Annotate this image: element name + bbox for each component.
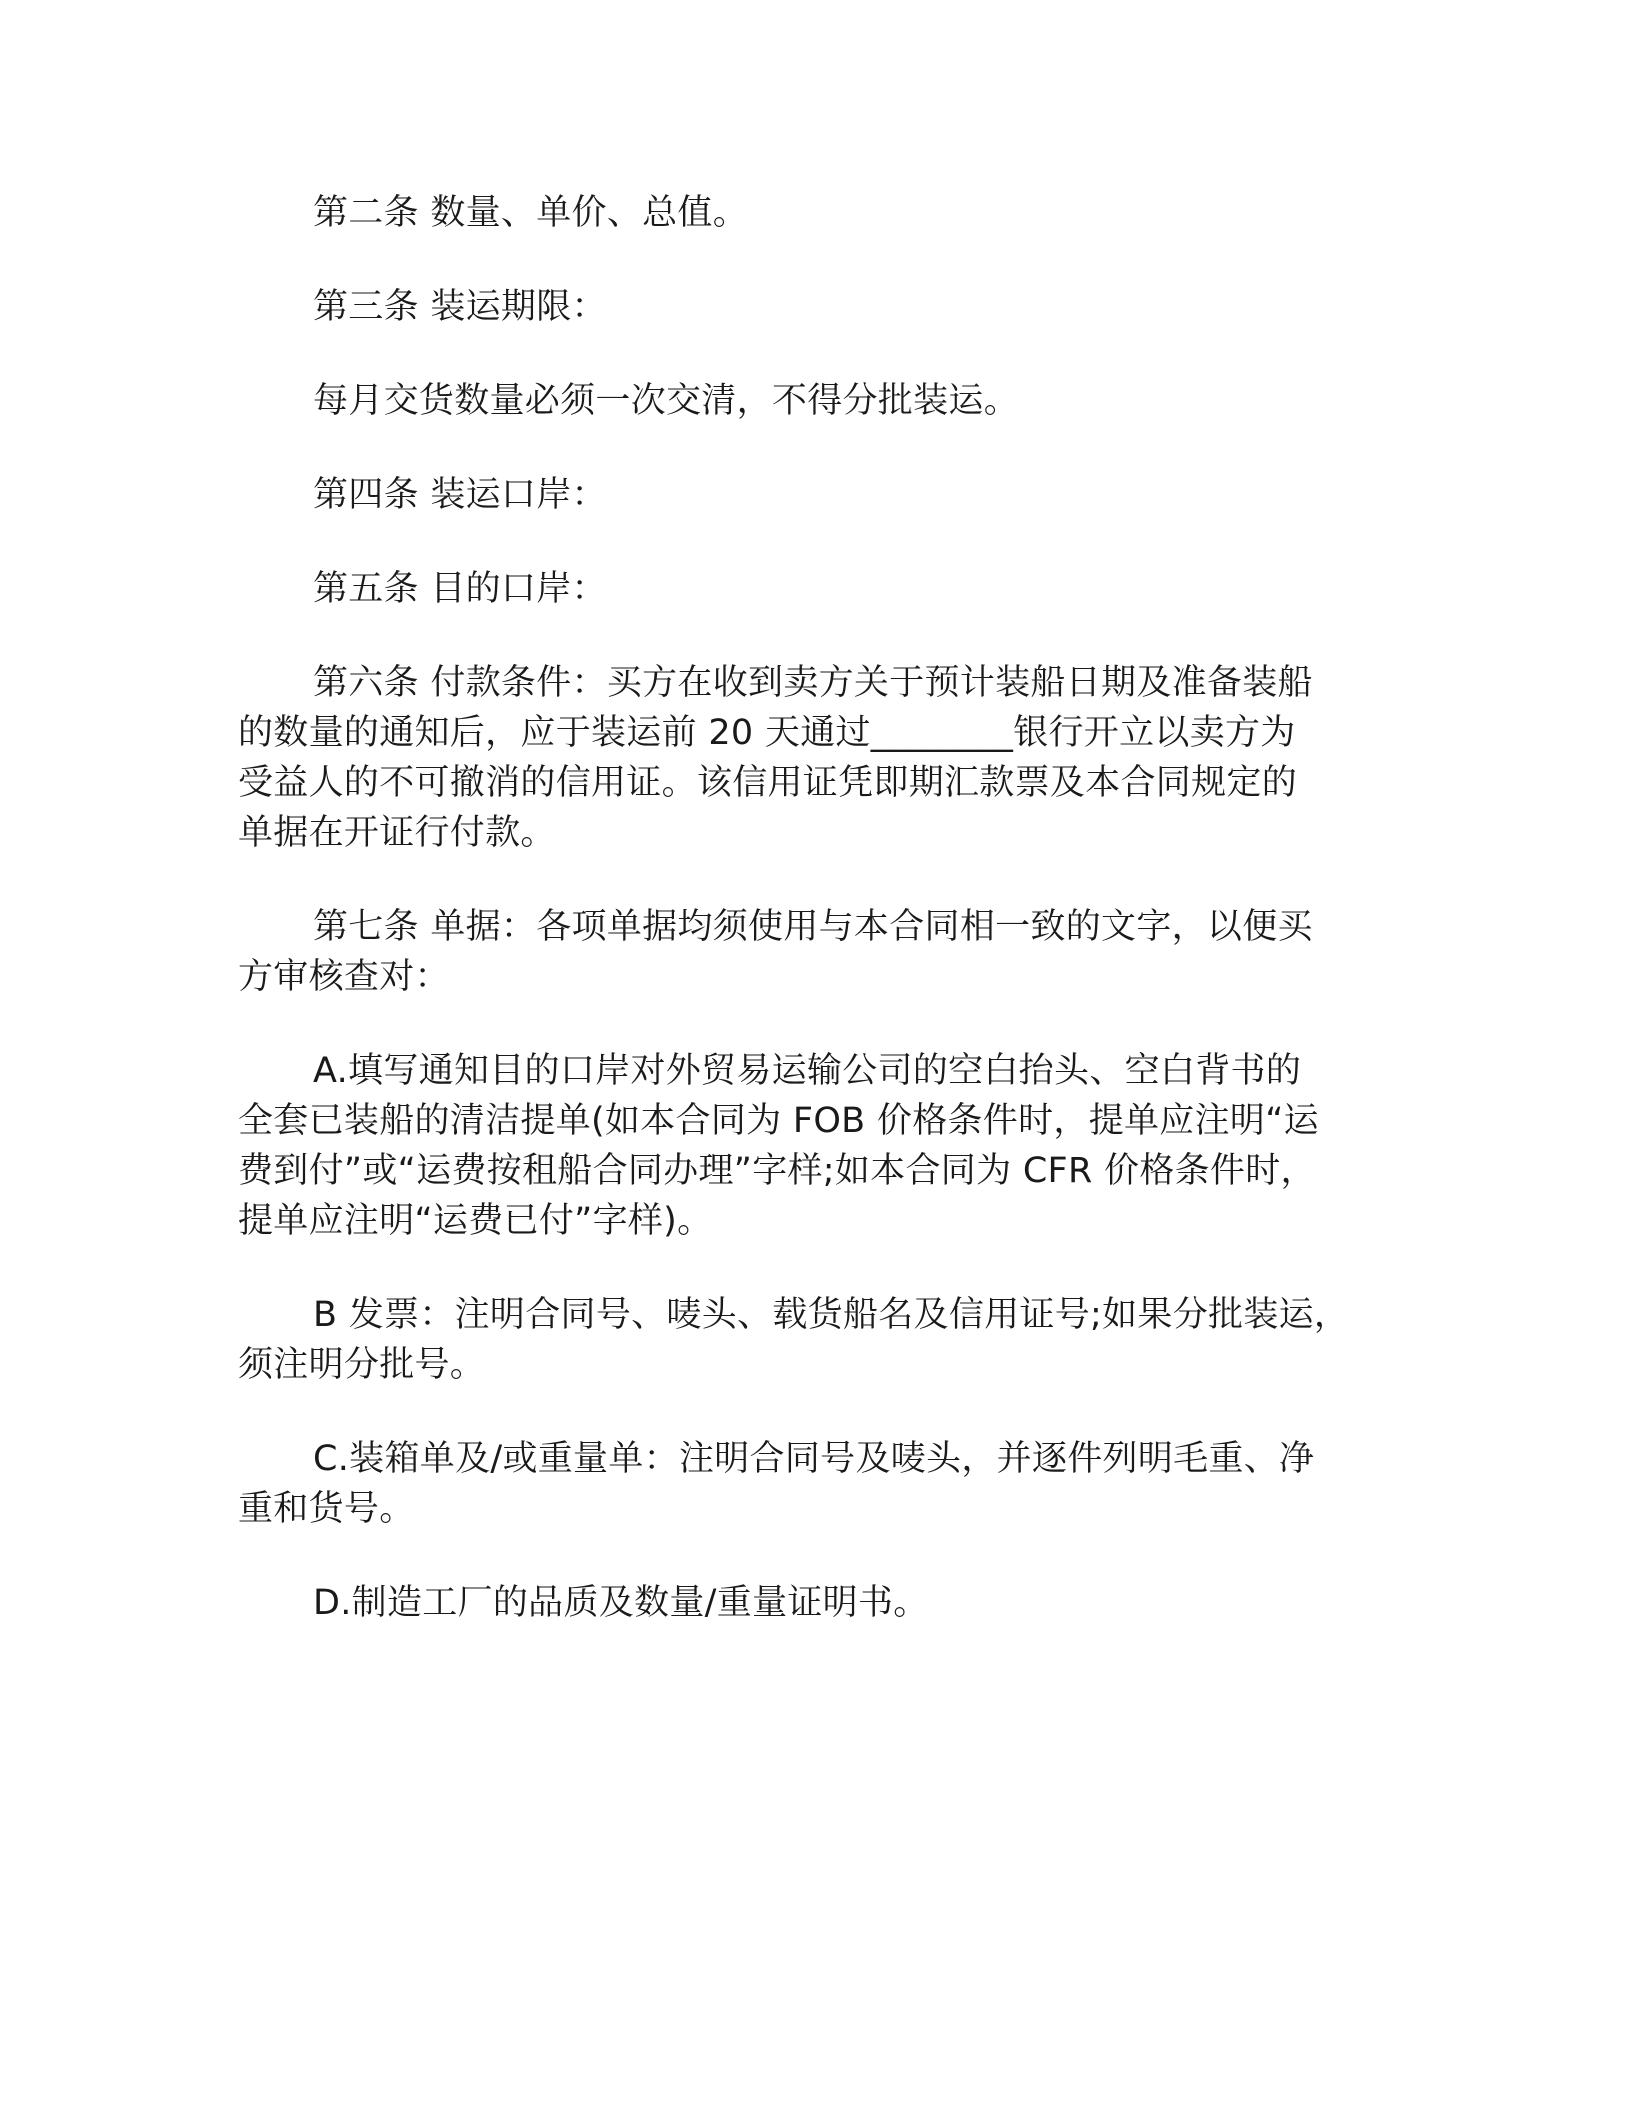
item-a-line: A.填写通知目的口岸对外贸易运输公司的空白抬头、空白背书的 (313, 1051, 1302, 1091)
item-a-line: 提单应注明“运费已付”字样)。 (238, 1201, 713, 1241)
clause-7-line: 第七条 单据：各项单据均须使用与本合同相一致的文字，以便买 (313, 907, 1313, 947)
item-c-line: C.装箱单及/或重量单：注明合同号及唛头，并逐件列明毛重、净 (313, 1439, 1315, 1479)
clause-7-item-d (238, 1578, 1418, 1628)
document-page (238, 188, 1418, 1672)
clause-5-line: 第五条 目的口岸： (313, 569, 607, 609)
clause-6-line: 第六条 付款条件：买方在收到卖方关于预计装船日期及准备装船 (313, 663, 1313, 703)
item-b-line: 须注明分批号。 (238, 1345, 486, 1385)
clause-2 (238, 188, 1418, 238)
clause-7-line: 方审核查对： (238, 957, 450, 997)
item-a-line: 费到付”或“运费按租船合同办理”字样;如本合同为 CFR 价格条件时， (238, 1151, 1316, 1191)
item-c-line: 重和货号。 (238, 1489, 415, 1529)
clause-4-line: 第四条 装运口岸： (313, 475, 607, 515)
clause-7-item-a (238, 1046, 1418, 1246)
clause-6 (238, 658, 1418, 858)
item-a-line: 全套已装船的清洁提单(如本合同为 FOB 价格条件时，提单应注明“运 (238, 1101, 1319, 1141)
clause-3-line: 第三条 装运期限： (313, 287, 607, 327)
item-b-line: B 发票：注明合同号、唛头、载货船名及信用证号;如果分批装运， (313, 1295, 1350, 1335)
clause-4 (238, 470, 1418, 520)
clause-5 (238, 564, 1418, 614)
item-d-line: D.制造工厂的品质及数量/重量证明书。 (313, 1583, 929, 1623)
clause-3-detail-line: 每月交货数量必须一次交清，不得分批装运。 (313, 381, 1020, 421)
clause-7 (238, 902, 1418, 1002)
clause-7-item-c (238, 1434, 1418, 1534)
clause-3-detail (238, 376, 1418, 426)
clause-6-line: 的数量的通知后，应于装运前 20 天通过________银行开立以卖方为 (238, 713, 1296, 753)
clause-6-line: 受益人的不可撤消的信用证。该信用证凭即期汇款票及本合同规定的 (238, 763, 1298, 803)
clause-2-line: 第二条 数量、单价、总值。 (313, 193, 749, 233)
clause-3 (238, 282, 1418, 332)
clause-7-item-b (238, 1290, 1418, 1390)
clause-6-line: 单据在开证行付款。 (238, 813, 556, 853)
